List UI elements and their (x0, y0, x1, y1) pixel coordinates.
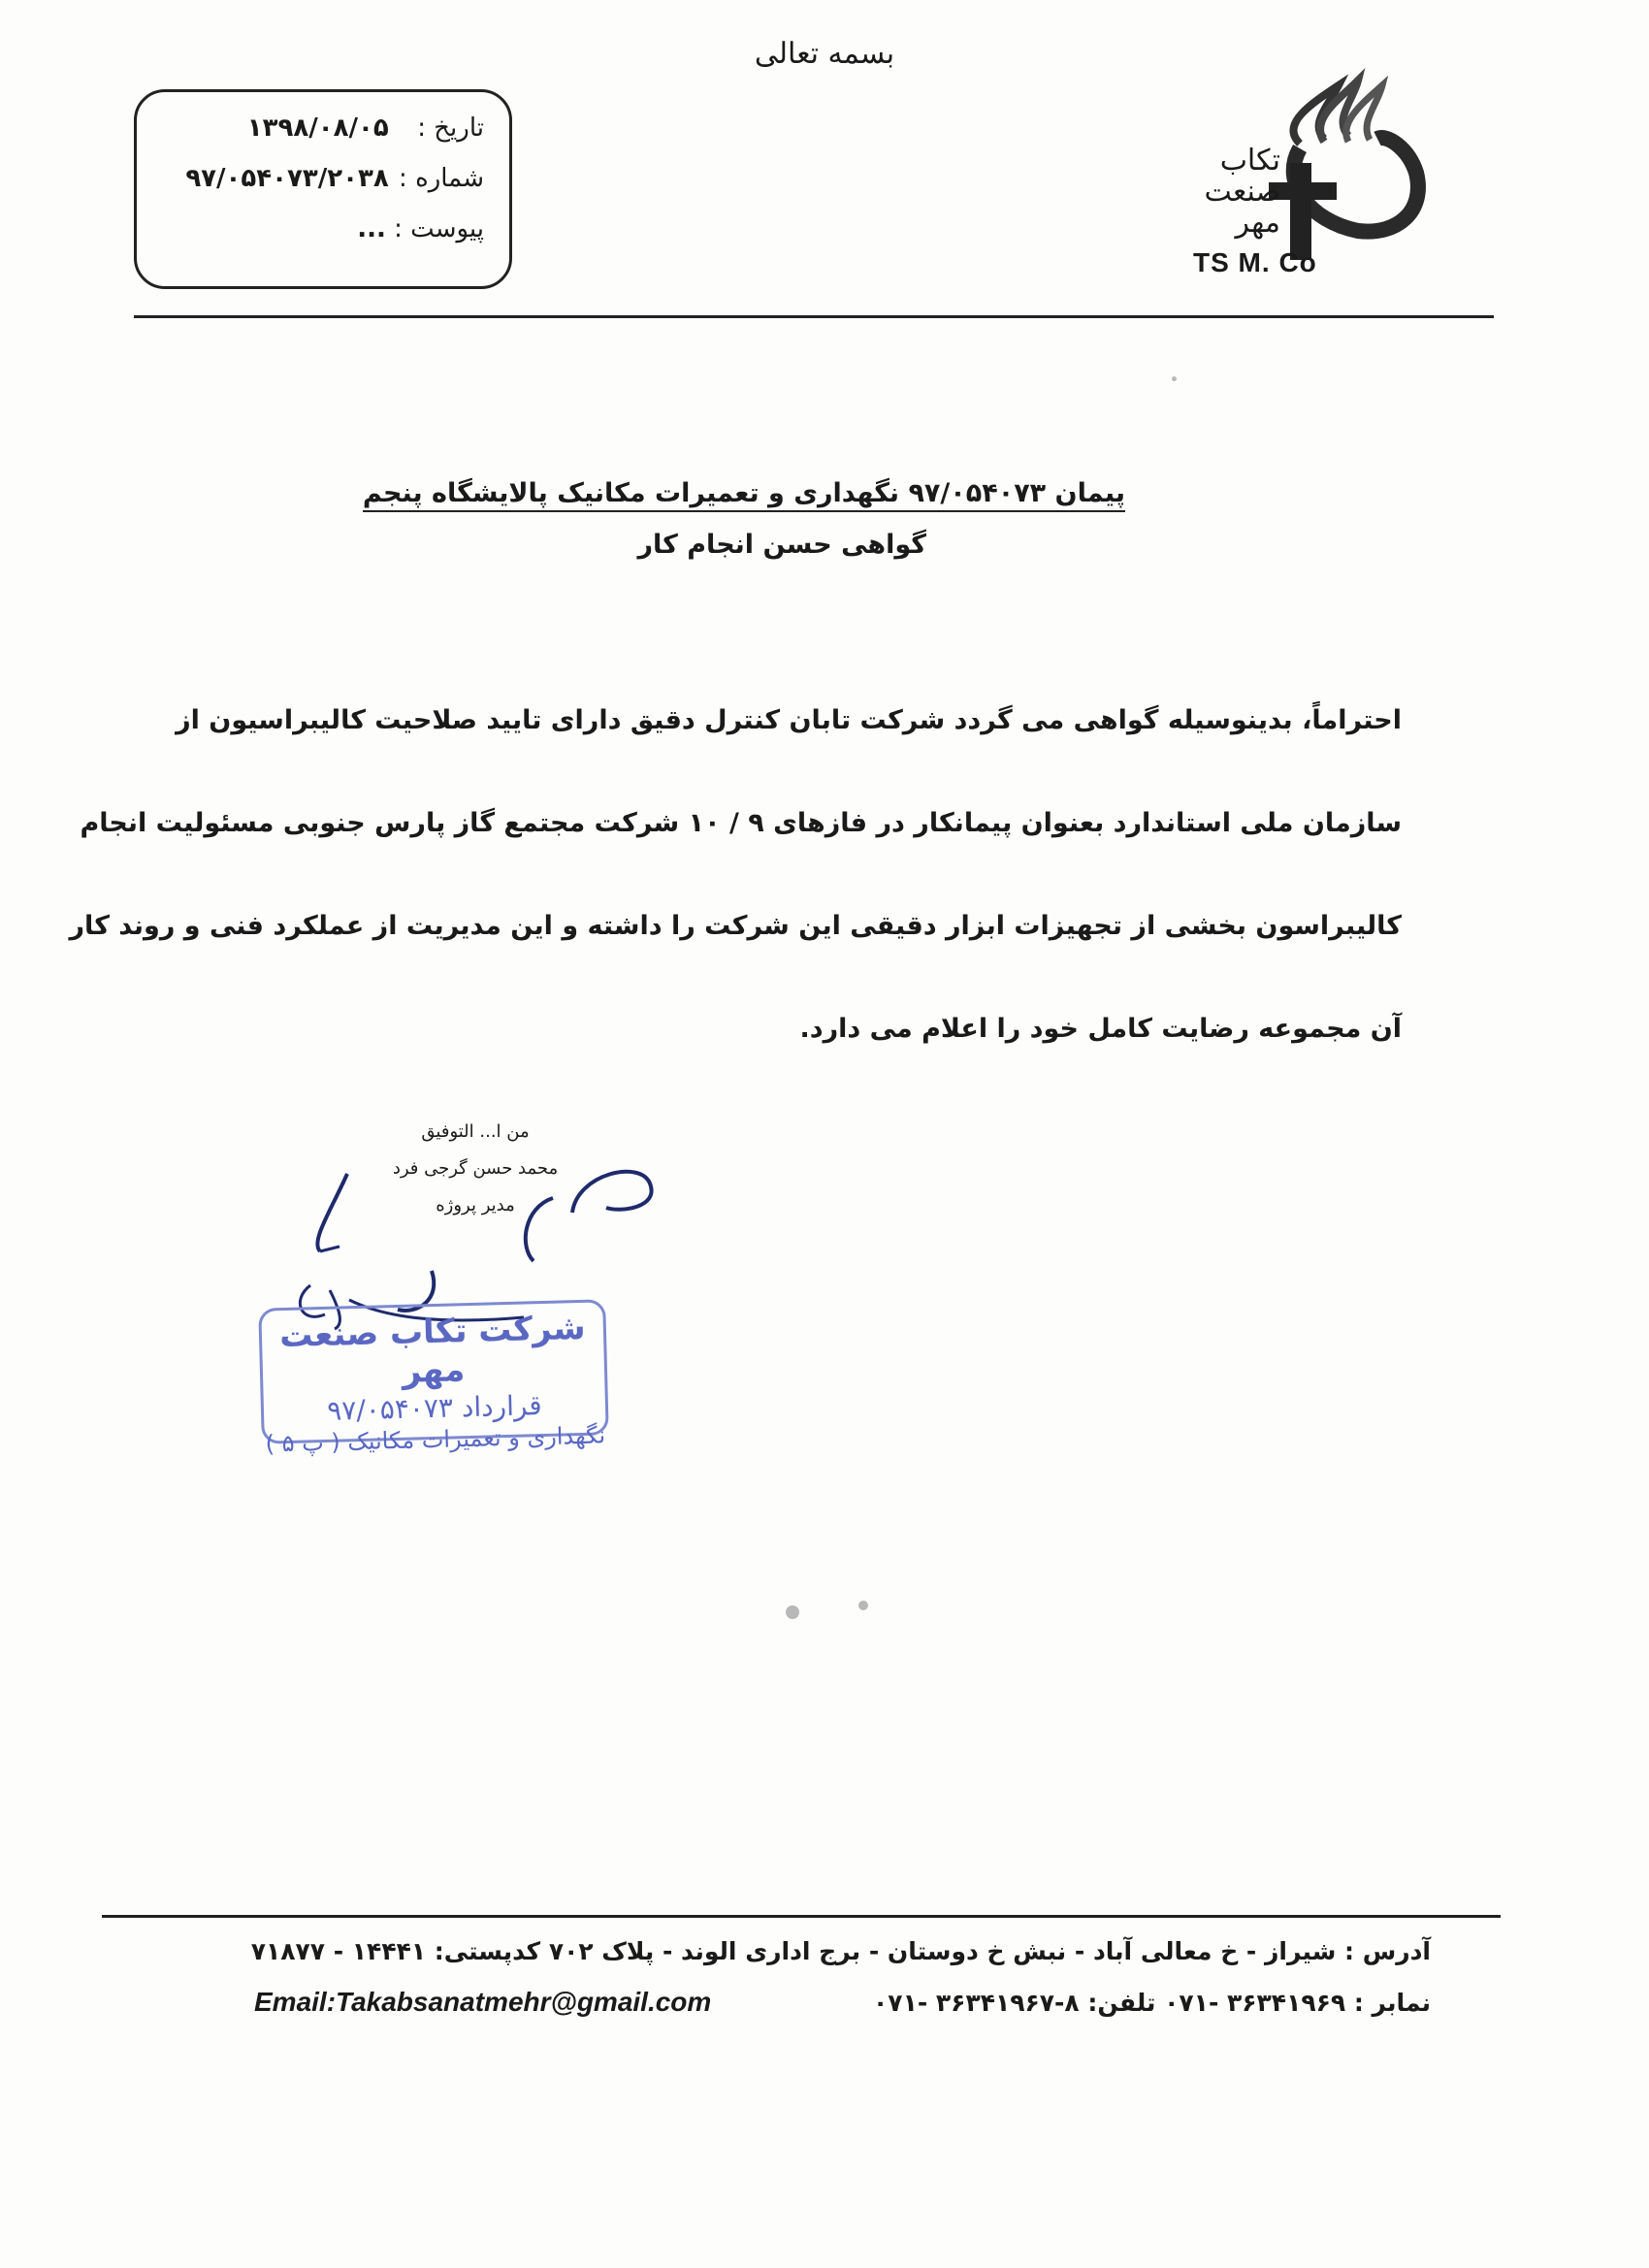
footer-divider (102, 1915, 1501, 1918)
header-divider (134, 315, 1494, 318)
logo-line-1: تکاب (1219, 144, 1280, 178)
logo-line-2: صنعت (1204, 175, 1280, 209)
signer-title: مدیر پروژه (436, 1195, 515, 1215)
body-line-4: آن مجموعه رضایت کامل خود را اعلام می دارد. (799, 1014, 1402, 1044)
number-row (156, 164, 484, 214)
footer-phone-fax: نمابر : ۳۶۳۴۱۹۶۹ -۰۷۱ تلفن: ۸-۳۶۳۴۱۹۶۷ -۰۷۱ (873, 1989, 1431, 2017)
stamp-company: شرکت تکاب صنعت مهر (278, 1308, 587, 1391)
attachment-row (156, 214, 484, 265)
paper-speck (786, 1605, 799, 1619)
logo-abbreviation: TS M. Co (1193, 247, 1317, 277)
logo-wordmark (1154, 146, 1280, 239)
paper-speck (1172, 376, 1177, 381)
company-stamp (258, 1299, 609, 1458)
letter-body (69, 669, 1402, 1081)
attachment-value: ... (357, 214, 386, 243)
stamp-scope: نگهداری و تعمیرات مکانیک ( پ ۵ ) (265, 1421, 606, 1458)
reference-box (134, 89, 512, 289)
body-line-1: احتراماً، بدینوسیله گواهی می گردد شرکت تابان کنترل دقیق دارای تایید صلاحیت کالیبراسیون از (176, 705, 1402, 735)
footer-email: Email:Takabsanatmehr@gmail.com (254, 1987, 712, 2017)
date-row (156, 113, 484, 164)
logo-line-3: مهر (1235, 206, 1280, 240)
date-label: تاریخ : (417, 113, 484, 143)
contract-title (0, 478, 1125, 508)
number-value: ۹۷/۰۵۴۰۷۳/۲۰۳۸ (185, 164, 389, 193)
body-line-2: سازمان ملی استاندارد بعنوان پیمانکار در فازهای ۹ / ۱۰ شرکت مجتمع گاز پارس جنوبی مسئولیت انجام (80, 808, 1402, 838)
basmala-heading: بسمه تعالی (754, 37, 895, 71)
attachment-label: پیوست : (394, 214, 484, 243)
number-label: شماره : (399, 164, 484, 193)
stamp-contract: قرارداد ۹۷/۰۵۴۰۷۳ (326, 1389, 543, 1427)
closing-phrase: من ا... التوفیق (421, 1121, 530, 1142)
signer-name: محمد حسن گرجی فرد (392, 1158, 559, 1179)
contract-title-text: پیمان ۹۷/۰۵۴۰۷۳ نگهداری و تعمیرات مکانیک پالایشگاه پنجم (363, 478, 1125, 512)
body-line-3: کالیبراسون بخشی از تجهیزات ابزار دقیقی این شرکت را داشته و این مدیریت از عملکرد فنی و روند کار (69, 911, 1402, 941)
certificate-title: گواهی حسن انجام کار (637, 530, 926, 560)
date-value: ۱۳۹۸/۰۸/۰۵ (246, 113, 389, 143)
signature-block (369, 1114, 582, 1224)
paper-speck (858, 1601, 868, 1610)
footer-address: آدرس : شیراز - خ معالی آباد - نبش خ دوستان - برج اداری الوند - پلاک ۷۰۲ کدپستی: ۱۴۴۴۱ - ۷۱۸۷۷ (250, 1937, 1431, 1965)
